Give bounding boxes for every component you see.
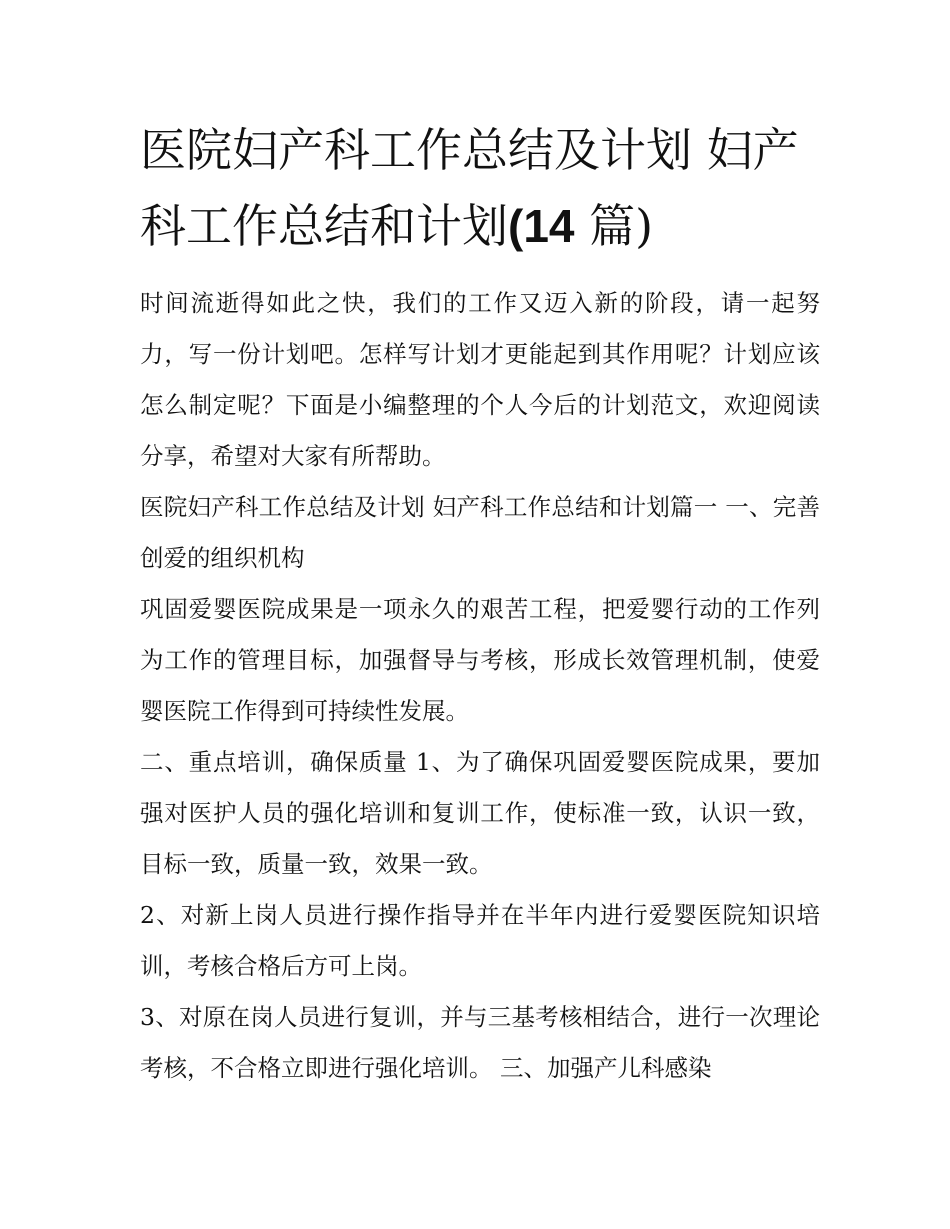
document-body [140, 112, 820, 1094]
intro-paragraph: 时间流逝得如此之快，我们的工作又迈入新的阶段，请一起努力，写一份计划吧。怎样写计划才更能起到其作用呢？计划应该怎么制定呢？下面是小编整理的个人今后的计划范文，欢迎阅读分享，希望对大家有所帮助。 [140, 289, 820, 470]
paragraph-3: 二、重点培训，确保质量 1、为了确保巩固爱婴医院成果，要加强对医护人员的强化培训和复训工作，使标准一致，认识一致，目标一致，质量一致，效果一致。 [140, 748, 820, 878]
paragraph-5: 3、对原在岗人员进行复训，并与三基考核相结合，进行一次理论考核，不合格立即进行强化培训。 三、加强产儿科感染 [140, 1003, 820, 1082]
title-text: 医院妇产科工作总结及计划 妇产科工作总结和计划 [140, 123, 799, 253]
paragraph-2: 巩固爱婴医院成果是一项永久的艰苦工程，把爱婴行动的工作列为工作的管理目标，加强督导与考核，形成长效管理机制，使爱婴医院工作得到可持续性发展。 [140, 595, 820, 725]
document-title [140, 112, 820, 264]
paragraph-4: 2、对新上岗人员进行操作指导并在半年内进行爱婴医院知识培训，考核合格后方可上岗。 [140, 901, 820, 980]
title-count: (14 [508, 200, 575, 252]
section-heading-1: 医院妇产科工作总结及计划 妇产科工作总结和计划篇一 一、完善创爱的组织机构 [140, 493, 820, 572]
title-suffix: 篇) [574, 199, 654, 253]
